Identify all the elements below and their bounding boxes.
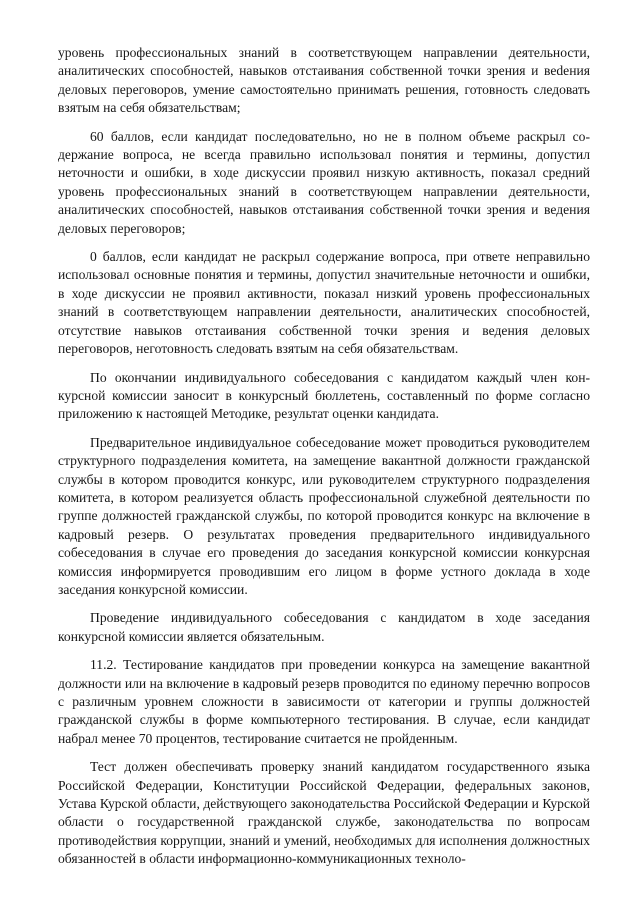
paragraph-60-points: 60 баллов, если кандидат последовательно, но не в полном объеме раскрыл содержание вопроса, не всегда правильно использовал понятия и термины, допустил неточности и ошибки, в ходе дискуссии проявил низкую активность, показал средний уровень профессиональных знаний в соответствующем направлении деятельности, аналитических способностей, навыков отстаивания собственной точки зрения и ведения деловых переговоров; [58, 128, 590, 236]
paragraph-ballot: По окончании индивидуального собеседования с кандидатом каждый член конкурсной комиссии заносит в конкурсный бюллетень, составленный по форме согласно приложению к настоящей Методике, результат оценки кандидата. [58, 369, 590, 422]
document-page [58, 44, 590, 869]
paragraph-11-2-testing: 11.2. Тестирование кандидатов при проведении конкурса на замещение вакантной должности или на включение в кадровый резерв проводится по единому перечню вопросов с различным уровнем сложности в зависимости от категории и группы должностей гражданской службы в форме компьютерного тестирования. В случае, если кандидат набрал менее 70 процентов, тестирование считается не пройденным. [58, 657, 590, 746]
paragraph-test-content: Тест должен обеспечивать проверку знаний кандидатом государственного языка Российской Федерации, Конституции Российской Федерации, федеральных законов, Устава Курской области, действующего законодательства Российской Федерации и Курской области о государственной гражданской службе, законодательства по вопросам противодействия коррупции, знаний и умений, необходимых для исполнения должностных обязанностей в области информационно-коммуникационных техноло- [58, 759, 590, 867]
paragraph-mandatory-interview: Проведение индивидуального собеседования с кандидатом в ходе заседания конкурсной комиссии является обязательным. [58, 610, 590, 644]
paragraph-continuation: уровень профессиональных знаний в соответствующем направлении деятельности, аналитических способностей, навыков отстаивания собственной точки зрения и веdения деловых переговоров, умение самостоятельно принимать решения, готовность следовать взятым на себя обязательствам; [58, 45, 590, 116]
paragraph-0-points: 0 баллов, если кандидат не раскрыл содержание вопроса, при ответе неправильно использовал основные понятия и термины, допустил значительные неточности и ошибки, в ходе дискуссии не проявил активности, показал низкий уровень профессиональных знаний в соответствующем направлении деятельности, аналитических способностей, отсутствие навыков отстаивания собственной точки зрения и ведения деловых переговоров, неготовность следовать взятым на себя обязательствам. [58, 249, 590, 357]
paragraph-preliminary-interview: Предварительное индивидуальное собеседование может проводиться руководителем структурного подразделения комитета, на замещение вакантной должности гражданской службы в котором проводится конкурс, или руководителем структурного подразделения комитета, в котором реализуется область профессиональной служебной деятельности по группе должностей гражданской службы, по которой проводится конкурс на включение в кадровый резерв. О результатах проведения предварительного индивидуального собеседования в случае его проведения до заседания конкурсной комиссии конкурсная комиссия информируется проводившим его лицом в форме устного доклада в ходе заседания конкурсной комиссии. [58, 434, 590, 597]
